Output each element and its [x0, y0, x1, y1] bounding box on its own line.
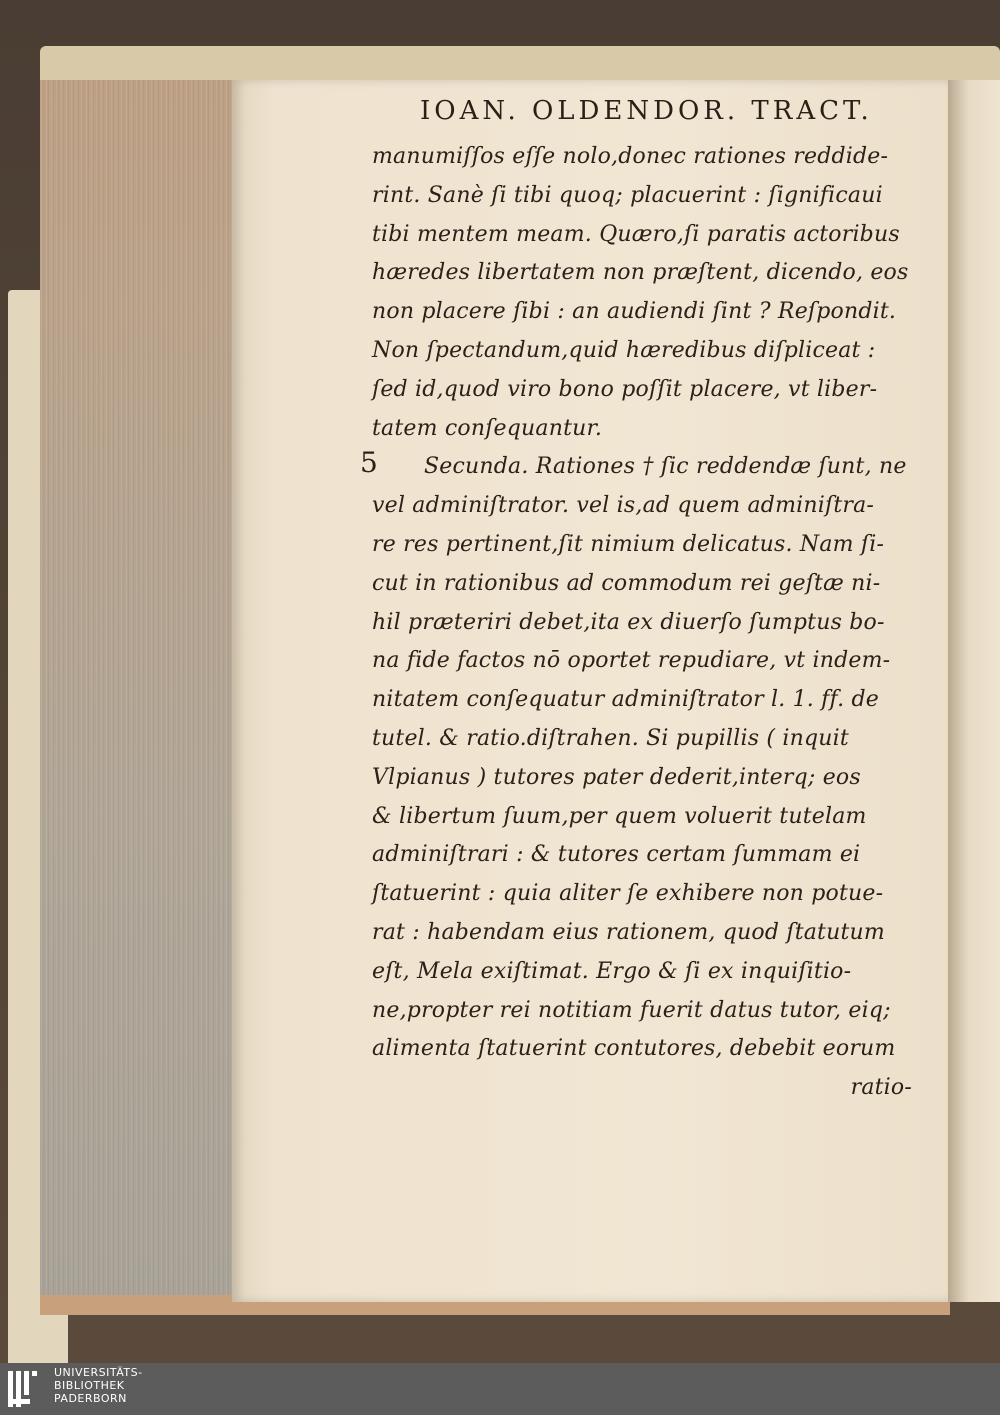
text-line: Secunda. Rationes † ſic reddendæ ſunt, ne — [424, 454, 907, 480]
text-line: eſt, Mela exiſtimat. Ergo & ſi ex inquiſitio- — [372, 958, 852, 984]
text-line: hæredes libertatem non præſtent, dicendo, eos — [372, 260, 909, 286]
library-logo-icon — [6, 1369, 46, 1409]
text-line: na fide factos nō oportet repudiare, vt indem- — [372, 648, 891, 674]
body-text — [372, 138, 912, 1108]
text-line: alimenta ſtatuerint contutores, debebit eorum — [372, 1036, 896, 1062]
text-line: tatem conſequantur. — [372, 415, 603, 441]
text-line: re res pertinent,ſit nimium delicatus. Nam ſi- — [372, 531, 885, 557]
text-line: manumiſſos eſſe nolo,donec rationes reddide- — [372, 144, 889, 169]
text-line: ne,propter rei notitiam fuerit datus tutor, eiq; — [372, 997, 891, 1023]
text-line: tutel. & ratio.diſtrahen. Si pupillis ( inquit — [372, 725, 849, 751]
footer-bar — [0, 1363, 1000, 1415]
library-name[interactable] — [54, 1366, 143, 1405]
text-line: rat : habendam eius rationem, quod ſtatutum — [372, 919, 885, 945]
page-edges — [40, 80, 236, 1300]
library-name-line: PADERBORN — [54, 1392, 127, 1405]
text-line: rint. Sanè ſi tibi quoq; placuerint : ſignificaui — [372, 182, 883, 208]
text-line: vel adminiſtrator. vel is,ad quem adminiſtra- — [372, 493, 875, 519]
text-line: Vlpianus ) tutores pater dederit,interq; eos — [372, 764, 861, 790]
text-line: ſed id,quod viro bono poſſit placere, vt liber- — [372, 376, 878, 402]
text-line: adminiſtrari : & tutores certam ſummam ei — [372, 842, 861, 868]
running-head: IOAN. OLDENDOR. TRACT. — [420, 96, 873, 126]
text-line: & libertum ſuum,per quem voluerit tutelam — [372, 803, 867, 829]
marginal-number: 5 — [360, 446, 378, 479]
library-name-line: UNIVERSITÄTS- — [54, 1366, 143, 1379]
text-line: tibi mentem meam. Quæro,ſi paratis actoribus — [372, 221, 900, 247]
text-line: non placere ſibi : an audiendi ſint ? Reſpondit. — [372, 299, 897, 325]
catchword: ratio- — [850, 1075, 912, 1101]
text-line: Non ſpectandum,quid hæredibus diſpliceat : — [372, 337, 876, 363]
text-line: nitatem conſequatur adminiſtrator l. 1. ff. de — [372, 687, 879, 713]
facing-page — [948, 80, 1000, 1302]
text-line: ſtatuerint : quia aliter ſe exhibere non potue- — [372, 881, 884, 907]
text-line: hil præteriri debet,ita ex diuerſo ſumptus bo- — [372, 609, 885, 635]
library-name-line: BIBLIOTHEK — [54, 1379, 125, 1392]
text-line: cut in rationibus ad commodum rei geſtæ ni- — [372, 570, 881, 596]
